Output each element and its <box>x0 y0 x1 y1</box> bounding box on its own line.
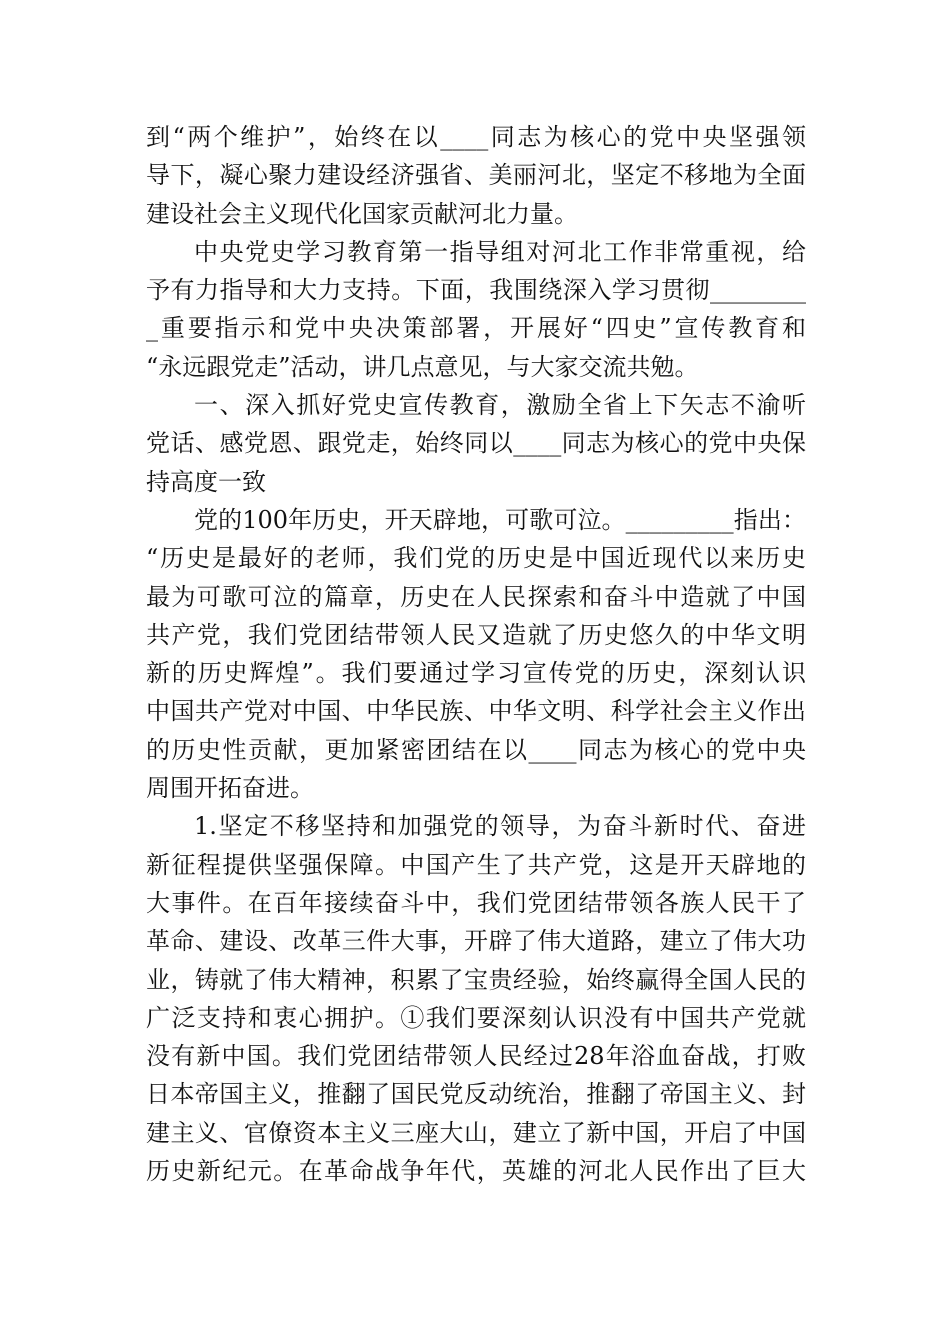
text-line: 广泛支持和衷心拥护。①我们要深刻认识没有中国共产党就 <box>146 1003 806 1032</box>
text-line: 业，铸就了伟大精神，积累了宝贵经验，始终赢得全国人民的 <box>146 965 806 994</box>
text-line: 予有力指导和大力支持。下面，我围绕深入学习贯彻________ <box>146 276 806 305</box>
text-line: 1.坚定不移坚持和加强党的领导，为奋斗新时代、奋进 <box>194 812 806 841</box>
text-line: 到“两个维护”，始终在以____同志为核心的党中央坚强领 <box>146 123 806 151</box>
text-line: _重要指示和党中央决策部署，开展好“四史”宣传教育和 <box>146 314 806 343</box>
text-line: 日本帝国主义，推翻了国民党反动统治，推翻了帝国主义、封 <box>146 1080 806 1109</box>
text-line: 周围开拓奋进。 <box>146 774 314 803</box>
text-line: 中国共产党对中国、中华民族、中华文明、科学社会主义作出 <box>146 697 806 726</box>
text-line: 党的100年历史，开天辟地，可歌可泣。_________指出： <box>194 505 806 534</box>
text-line: 导下，凝心聚力建设经济强省、美丽河北，坚定不移地为全面 <box>146 161 806 190</box>
text-line: 党话、感党恩、跟党走，始终同以____同志为核心的党中央保 <box>146 429 806 458</box>
text-line: “永远跟党走”活动，讲几点意见，与大家交流共勉。 <box>146 352 699 381</box>
text-line: 中央党史学习教育第一指导组对河北工作非常重视，给 <box>194 237 806 266</box>
text-line: 一、深入抓好党史宣传教育，激励全省上下矢志不渝听 <box>194 391 806 420</box>
text-line: 共产党，我们党团结带领人民又造就了历史悠久的中华文明 <box>146 620 806 649</box>
text-line: 新征程提供坚强保障。中国产生了共产党，这是开天辟地的 <box>146 850 806 879</box>
text-line: 建设社会主义现代化国家贡献河北力量。 <box>146 199 578 228</box>
text-line: 历史新纪元。在革命战争年代，英雄的河北人民作出了巨大 <box>146 1157 806 1186</box>
text-line: 大事件。在百年接续奋斗中，我们党团结带领各族人民干了 <box>146 888 806 917</box>
text-line: “历史是最好的老师，我们党的历史是中国近现代以来历史 <box>146 544 806 573</box>
text-line: 最为可歌可泣的篇章，历史在人民探索和奋斗中造就了中国 <box>146 582 806 611</box>
text-line: 没有新中国。我们党团结带领人民经过28年浴血奋战，打败 <box>146 1042 806 1071</box>
document-body <box>146 118 806 1190</box>
text-line: 革命、建设、改革三件大事，开辟了伟大道路，建立了伟大功 <box>146 927 806 956</box>
text-line: 持高度一致 <box>146 467 266 496</box>
text-line: 的历史性贡献，更加紧密团结在以____同志为核心的党中央 <box>146 735 806 764</box>
text-line: 建主义、官僚资本主义三座大山，建立了新中国，开启了中国 <box>146 1118 806 1147</box>
text-line: 新的历史辉煌”。我们要通过学习宣传党的历史，深刻认识 <box>146 659 806 688</box>
